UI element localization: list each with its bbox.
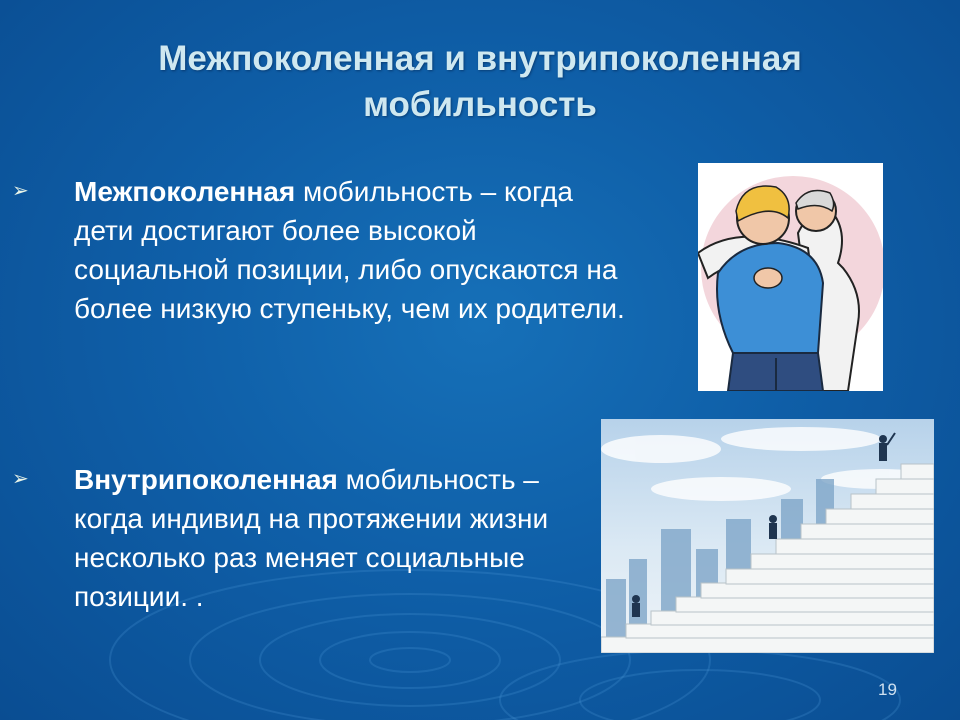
hug-illustration: [698, 163, 883, 391]
bullet-intragenerational: [12, 460, 614, 616]
bullet-term: Межпоколенная: [74, 176, 296, 207]
arrow-bullet-icon: ➢: [12, 468, 29, 490]
career-stairs-illustration: [601, 419, 934, 653]
arrow-bullet-icon: ➢: [12, 180, 29, 202]
page-number: 19: [878, 680, 897, 699]
bullet-intergenerational: [12, 172, 634, 328]
bullet-term: Внутрипоколенная: [74, 464, 338, 495]
bullet-text: мобильность – когда дети достигают более высокой социальной позиции, либо опускаются на более низкую ступеньку, чем их родители.: [74, 176, 625, 324]
slide-title: Межпоколенная и внутрипоколенная мобильность: [158, 39, 802, 124]
bullet-text: мобильность – когда индивид на протяжении жизни несколько раз меняет социальные позиции. .: [74, 464, 549, 612]
